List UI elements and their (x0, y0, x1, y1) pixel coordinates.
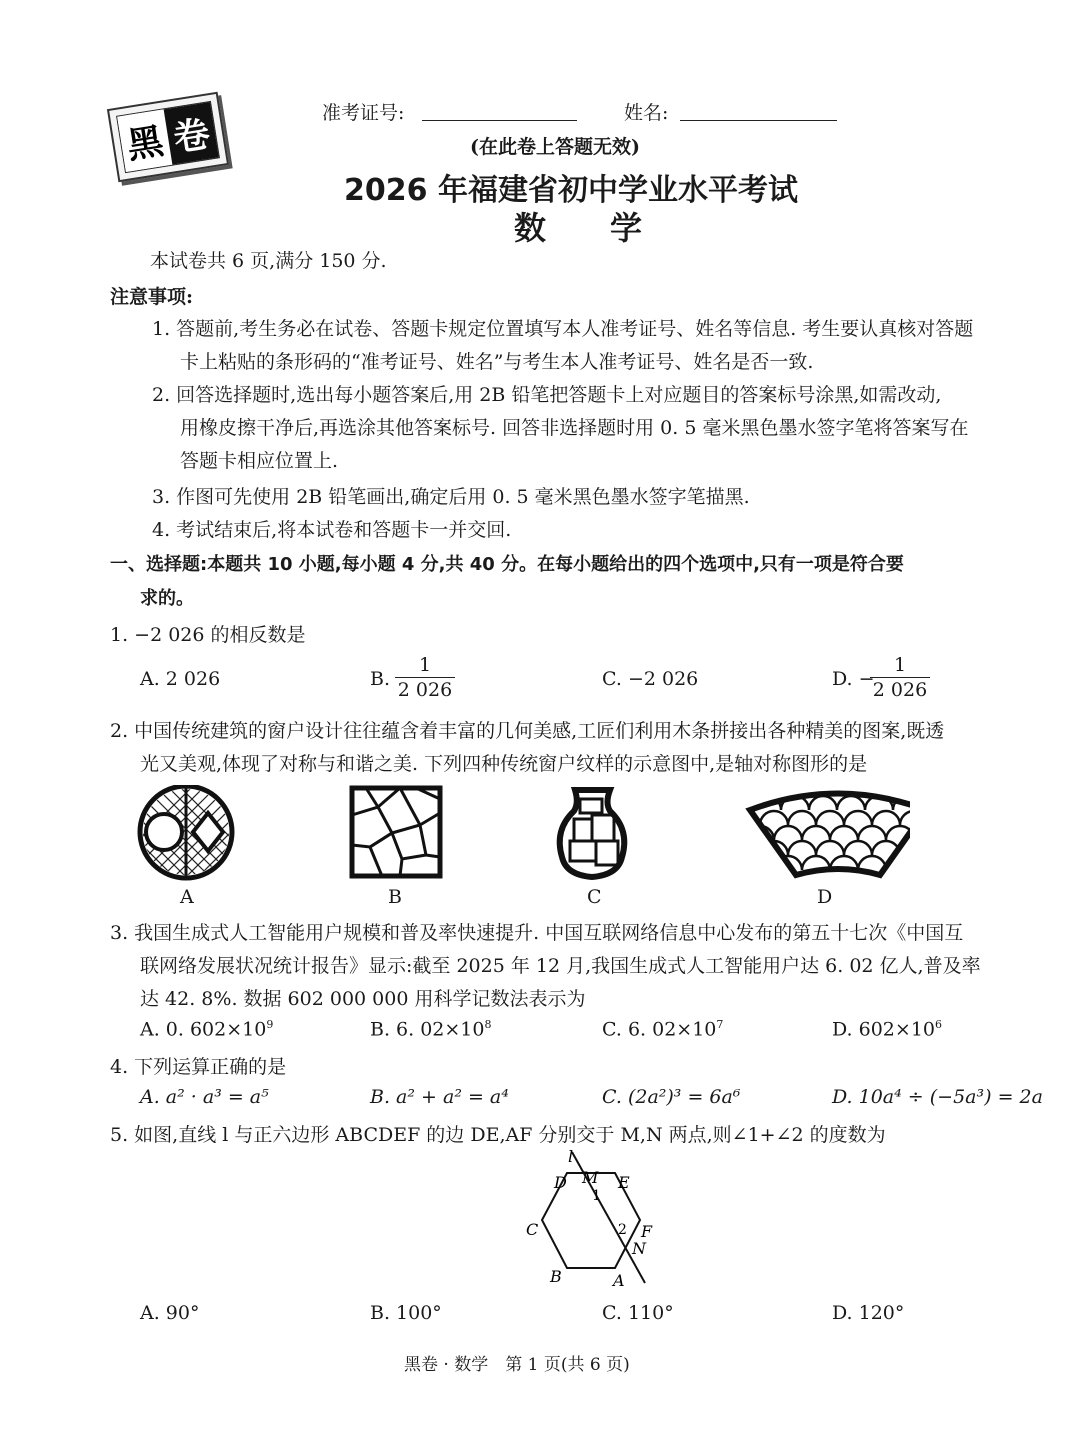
q1-d-denominator: 2 026 (872, 679, 928, 701)
q3-a-base: A. 0. 602×10 (140, 1018, 267, 1041)
q3-c-base: C. 6. 02×10 (602, 1018, 717, 1041)
label-d: D (554, 1173, 567, 1192)
notes-heading: 注意事项: (110, 286, 194, 308)
intro-text: 本试卷共 6 页,满分 150 分. (150, 250, 387, 272)
q3-b-exp: 8 (484, 1018, 492, 1031)
note-3-line1: 3. 作图可先使用 2B 铅笔画出,确定后用 0. 5 毫米黑色墨水签字笔描黑. (152, 486, 750, 508)
q1-option-a[interactable]: A. 2 026 (140, 668, 221, 690)
q1-d-numerator: 1 (893, 654, 907, 676)
label-n: N (632, 1239, 646, 1258)
fraction-bar (395, 677, 455, 678)
q3-option-b[interactable] (370, 1018, 491, 1040)
label-e: E (618, 1173, 630, 1192)
q5-option-d[interactable]: D. 120° (832, 1302, 905, 1324)
name-label: 姓名: (624, 102, 669, 124)
q1-b-numerator: 1 (418, 654, 432, 676)
name-field[interactable] (680, 120, 837, 121)
subject-title: 数 学 (514, 209, 643, 247)
q2-option-b[interactable]: B (388, 886, 402, 908)
label-a: A (613, 1271, 625, 1288)
stamp-char-right: 卷 (164, 102, 219, 165)
q2-option-a[interactable]: A (180, 886, 194, 908)
q1-option-b-label[interactable]: B. (370, 668, 391, 690)
q4-option-b[interactable]: B. a² + a² = a⁴ (370, 1086, 509, 1108)
q1-option-b-fraction (395, 654, 455, 701)
stamp-char-left: 黑 (117, 109, 172, 172)
label-b: B (550, 1267, 562, 1286)
note-1-line1: 1. 答题前,考生务必在试卷、答题卡规定位置填写本人准考证号、姓名等信息. 考生要认真核对答题 (152, 318, 974, 340)
note-2-line2: 用橡皮擦干净后,再选涂其他答案标号. 回答非选择题时用 0. 5 毫米黑色墨水签字笔将答案写在 (180, 417, 969, 439)
q5-option-c[interactable]: C. 110° (602, 1302, 674, 1324)
q1-option-c[interactable]: C. −2 026 (602, 668, 699, 690)
q3-line2: 联网络发展状况统计报告》显示:截至 2025 年 12 月,我国生成式人工智能用户达 6. 02 亿人,普及率 (140, 955, 981, 977)
q4-option-c[interactable]: C. (2a²)³ = 6a⁶ (602, 1086, 741, 1108)
window-pattern-d (746, 794, 910, 876)
q1-b-denominator: 2 026 (397, 679, 453, 701)
q5-option-b[interactable]: B. 100° (370, 1302, 442, 1324)
q4-stem: 4. 下列运算正确的是 (110, 1056, 287, 1078)
exam-id-label: 准考证号: (322, 102, 405, 124)
exam-id-field[interactable] (422, 120, 577, 121)
q3-d-base: D. 602×10 (832, 1018, 935, 1041)
heijuan-stamp (107, 92, 229, 183)
label-f: F (641, 1222, 653, 1241)
q1-option-d-label[interactable]: D. − (832, 668, 875, 690)
q3-a-exp: 9 (266, 1018, 274, 1031)
q4-option-d[interactable]: D. 10a⁴ ÷ (−5a³) = 2a (832, 1086, 1043, 1108)
q2-option-c[interactable]: C (587, 886, 602, 908)
window-pattern-b (352, 788, 440, 876)
q3-line1: 3. 我国生成式人工智能用户规模和普及率快速提升. 中国互联网络信息中心发布的第五十七次《中国互 (110, 922, 964, 944)
note-2-line1: 2. 回答选择题时,选出每小题答案后,用 2B 铅笔把答题卡上对应题目的答案标号涂黑,如需改动, (152, 384, 942, 406)
angle-1-label: 1 (592, 1188, 601, 1204)
q4-option-a[interactable]: A. a² · a³ = a⁵ (140, 1086, 269, 1108)
note-1-line2: 卡上粘贴的条形码的“准考证号、姓名”与考生本人准考证号、姓名是否一致. (180, 351, 814, 373)
q5-stem: 5. 如图,直线 l 与正六边形 ABCDEF 的边 DE,AF 分别交于 M,N 两点,则∠1+∠2 的度数为 (110, 1124, 886, 1146)
page-footer: 黑卷 · 数学 第 1 页(共 6 页) (404, 1355, 630, 1375)
q1-stem: 1. −2 026 的相反数是 (110, 624, 306, 646)
window-patterns-figure (130, 785, 910, 885)
section1-line1: 一、选择题:本题共 10 小题,每小题 4 分,共 40 分。在每小题给出的四个选项中,只有一项是符合要 (110, 554, 904, 575)
section1-line2: 求的。 (140, 588, 194, 609)
q2-line2: 光又美观,体现了对称与和谐之美. 下列四种传统窗户纹样的示意图中,是轴对称图形的是 (140, 753, 868, 775)
label-m: M (582, 1168, 599, 1187)
q1-option-d-fraction (870, 654, 930, 701)
label-c: C (526, 1220, 539, 1239)
q2-line1: 2. 中国传统建筑的窗户设计往往蕴含着丰富的几何美感,工匠们利用木条拼接出各种精美的图案,既透 (110, 720, 945, 742)
q3-option-a[interactable] (140, 1018, 273, 1040)
q3-b-base: B. 6. 02×10 (370, 1018, 485, 1041)
fraction-bar (870, 677, 930, 678)
note-4-line1: 4. 考试结束后,将本试卷和答题卡一并交回. (152, 519, 512, 541)
q2-option-d[interactable]: D (817, 886, 833, 908)
header-note: (在此卷上答题无效) (470, 136, 640, 158)
q3-line3: 达 42. 8%. 数据 602 000 000 用科学记数法表示为 (140, 988, 586, 1010)
q3-option-d[interactable] (832, 1018, 942, 1040)
q5-option-a[interactable]: A. 90° (140, 1302, 200, 1324)
window-pattern-a (130, 785, 242, 885)
hexagon-figure (520, 1148, 670, 1288)
window-pattern-c (560, 790, 625, 877)
exam-title: 2026 年福建省初中学业水平考试 (344, 173, 798, 208)
q3-c-exp: 7 (716, 1018, 724, 1031)
angle-2-label: 2 (618, 1222, 627, 1238)
q3-option-c[interactable] (602, 1018, 723, 1040)
q3-d-exp: 6 (935, 1018, 942, 1031)
note-2-line3: 答题卡相应位置上. (180, 450, 339, 472)
label-l: l (568, 1148, 574, 1166)
